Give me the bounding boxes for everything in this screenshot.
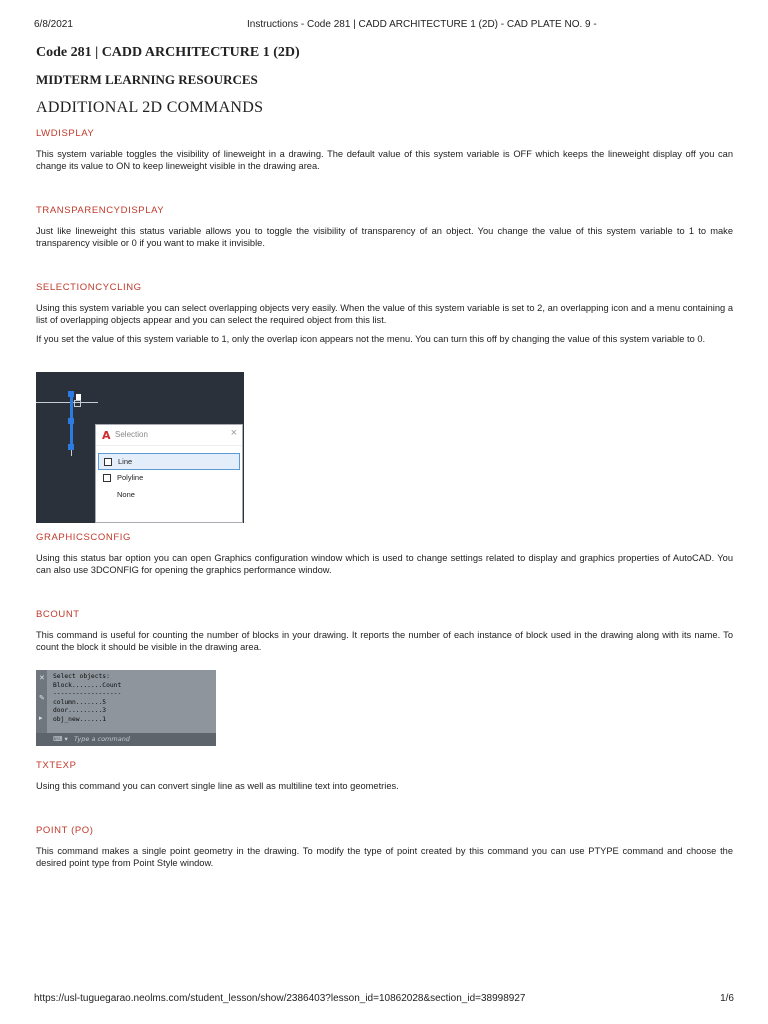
pickbox-icon: [74, 400, 81, 407]
popup-item-label: None: [117, 490, 135, 499]
popup-item-label: Line: [118, 457, 133, 466]
checkbox-icon: [103, 474, 111, 482]
checkbox-icon: [104, 458, 112, 466]
section-title: BCOUNT: [36, 609, 80, 620]
print-url: https://usl-tuguegarao.neolms.com/student_lesson/show/2386403?lesson_id=10862028&section_id=38998927: [34, 993, 526, 1004]
section-transparencydisplay: [36, 204, 733, 249]
section-text: This system variable toggles the visibility of lineweight in a drawing. The default value of this system variable is OFF which keeps the lineweight display off you can change its value to ON to keep lineweight visible in the drawing area.: [36, 149, 733, 171]
section-text: Using this system variable you can select overlapping objects very easily. When the value of this system variable is set to 2, an overlapping icon and a menu containing a list of overlapping objects appear and you can select the required object from this list.: [36, 303, 733, 325]
crosshair-line: [36, 402, 98, 403]
section-text: Using this status bar option you can open Graphics configuration window which is used to change settings related to display and graphics properties of AutoCAD. You can also use 3DCONFIG for opening the graphics performance window.: [36, 553, 733, 575]
command-input-bar: [36, 733, 216, 746]
command-history: [53, 673, 121, 725]
close-icon: ✕: [39, 674, 45, 682]
popup-item-polyline: [98, 470, 240, 487]
wrench-icon: ✎: [39, 694, 45, 702]
arrow-icon: ▸: [39, 714, 43, 722]
print-date: 6/8/2021: [34, 19, 73, 30]
command-line: ------------------: [53, 690, 122, 698]
selection-popup: [95, 424, 243, 523]
document-content: [36, 43, 733, 868]
section-text: Using this command you can convert single line as well as multiline text into geometries.: [36, 781, 399, 791]
command-placeholder: Type a command: [74, 735, 130, 743]
popup-item-line: [98, 453, 240, 470]
popup-titlebar: [96, 425, 242, 446]
course-title: Code 281 | CADD ARCHITECTURE 1 (2D): [36, 45, 300, 60]
grip-icon: [68, 391, 74, 397]
section-text: This command is useful for counting the number of blocks in your drawing. It reports the number of each instance of block used in the drawing along with its name. To count the block it should be visible in the drawing area.: [36, 630, 733, 652]
section-title: TXTEXP: [36, 760, 77, 771]
command-line: Select objects:: [53, 673, 110, 680]
section-txtexp: [36, 759, 733, 793]
popup-item-none: [98, 487, 240, 504]
print-title: Instructions - Code 281 | CADD ARCHITECTURE 1 (2D) - CAD PLATE NO. 9 -: [247, 19, 597, 30]
section-selectioncycling: [36, 281, 733, 346]
command-line: door.........3: [53, 707, 107, 715]
print-header: [34, 19, 734, 31]
section-title: LWDISPLAY: [36, 128, 95, 139]
command-control-icon: ⌨ ▾: [53, 735, 68, 743]
section-text: If you set the value of this system variable to 1, only the overlap icon appears not the menu. You can turn this off by changing the value of this system variable to 0.: [36, 334, 706, 344]
overlap-icon: [76, 394, 81, 400]
section-title: GRAPHICSCONFIG: [36, 532, 131, 543]
command-line: Block........Count: [53, 681, 122, 689]
section-lwdisplay: [36, 127, 733, 172]
page-heading: ADDITIONAL 2D COMMANDS: [36, 99, 264, 116]
section-text: Just like lineweight this status variable allows you to toggle the visibility of transparency of an object. You change the value of this system variable to 1 to make transparency visible or 0 if you want to make it invisible.: [36, 226, 733, 248]
selection-cycling-screenshot: [36, 372, 244, 523]
section-bcount: [36, 608, 733, 653]
section-title: TRANSPARENCYDISPLAY: [36, 205, 165, 216]
popup-title: Selection: [115, 430, 148, 439]
section-point: [36, 824, 733, 869]
command-window-screenshot: [36, 670, 216, 746]
page-number: 1/6: [720, 993, 734, 1004]
command-line: column.......5: [53, 698, 107, 706]
grip-icon: [68, 444, 74, 450]
popup-item-label: Polyline: [117, 473, 144, 482]
section-title: POINT (PO): [36, 825, 94, 836]
command-line: obj_new......1: [53, 715, 107, 723]
autocad-logo-icon: A: [102, 429, 111, 442]
grip-icon: [68, 418, 74, 424]
section-text: This command makes a single point geometry in the drawing. To modify the type of point created by this command you can use PTYPE command and choose the desired point type from Point Style window.: [36, 846, 733, 868]
section-graphicsconfig: [36, 531, 733, 576]
section-title: SELECTIONCYCLING: [36, 282, 142, 293]
close-icon: ×: [230, 427, 237, 439]
midterm-title: MIDTERM LEARNING RESOURCES: [36, 72, 258, 87]
